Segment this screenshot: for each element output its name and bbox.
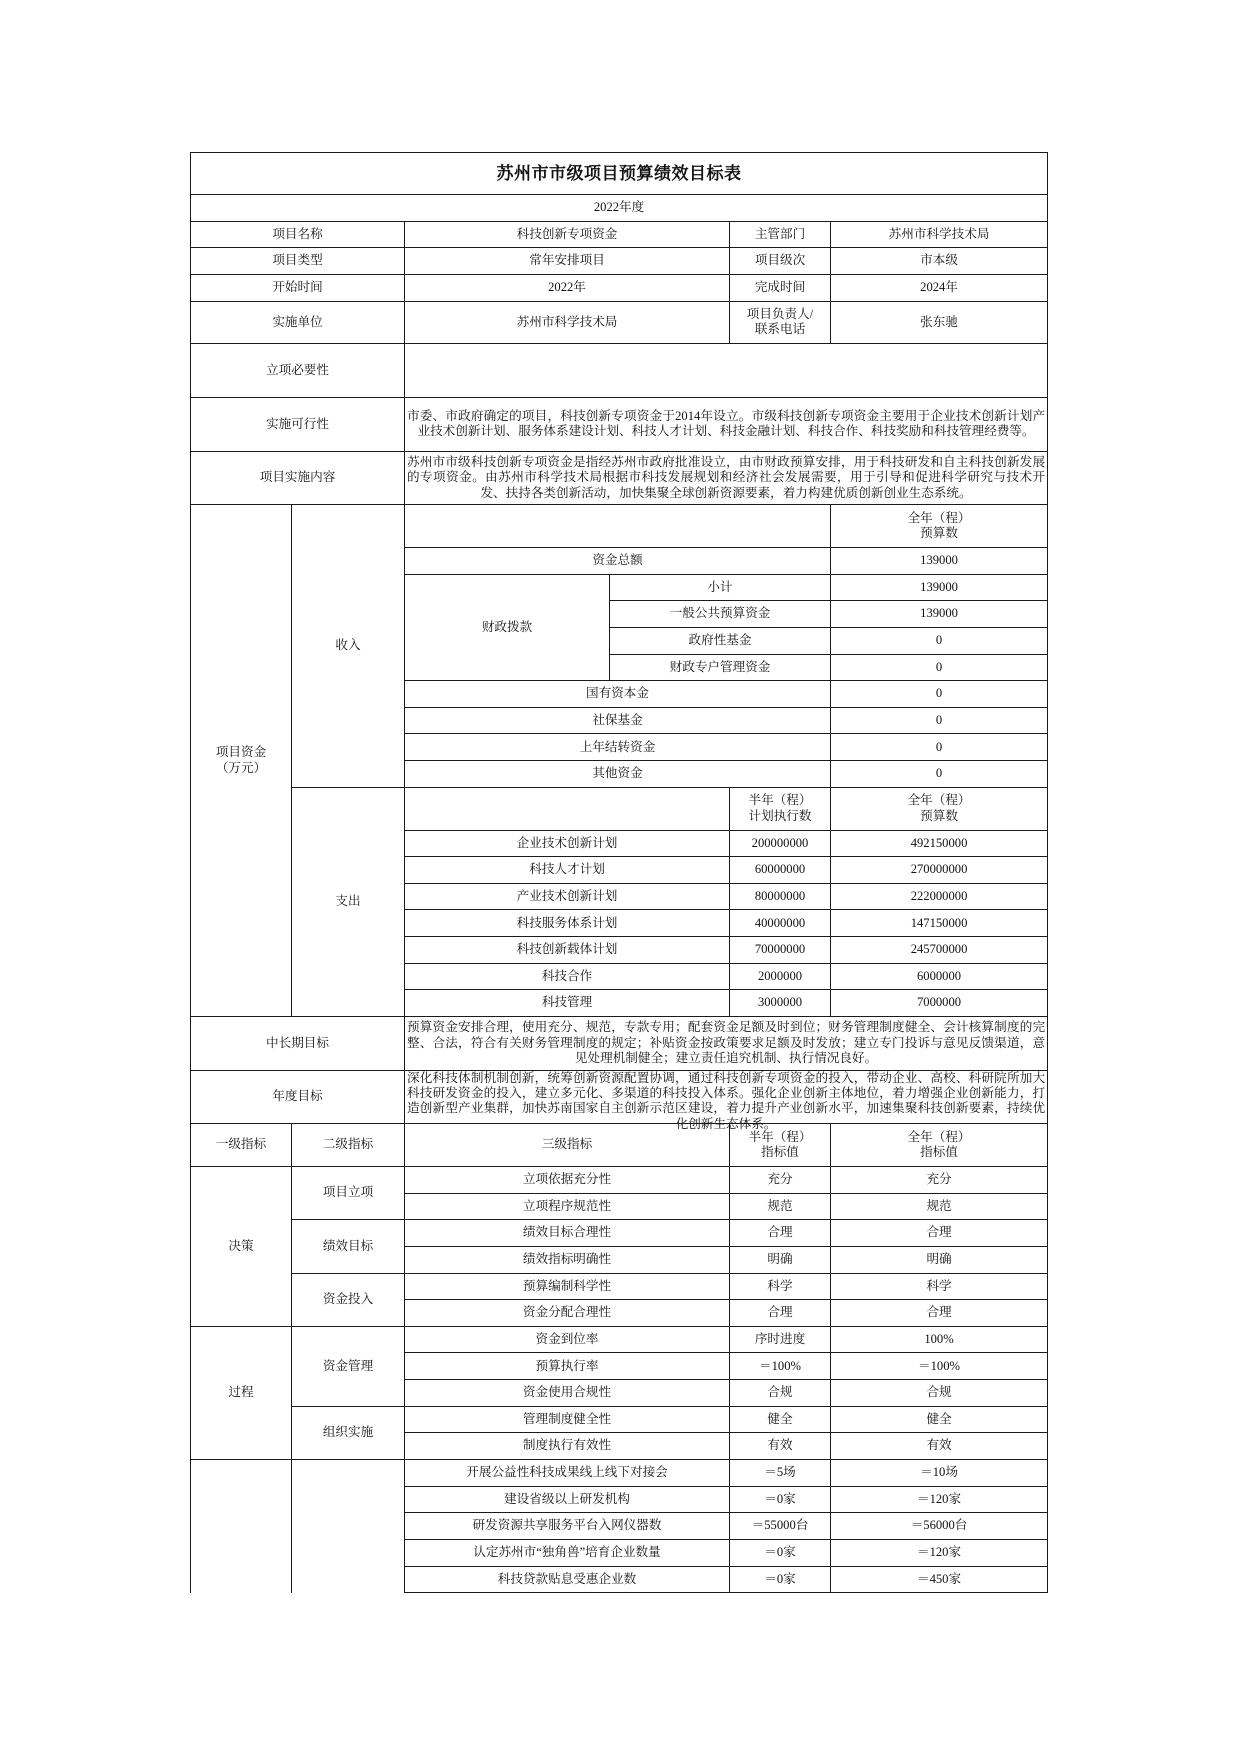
indicator-header-half-year: 半年（程） 指标值	[730, 1124, 831, 1167]
long-term-goal-label: 中长期目标	[191, 1016, 405, 1070]
necessity-cell	[405, 344, 1048, 398]
income-header-full-year: 全年（程） 预算数	[831, 505, 1048, 548]
indicator-half-year: 合规	[730, 1380, 831, 1407]
indicator-name: 研发资源共享服务平台入网仪器数	[405, 1513, 730, 1540]
project-name-value: 科技创新专项资金	[405, 221, 730, 248]
fiscal-item-value: 0	[831, 627, 1048, 654]
indicator-name: 科技贷款贴息受惠企业数	[405, 1566, 730, 1593]
expenditure-item-half-year: 200000000	[730, 830, 831, 857]
expenditure-item-label: 科技服务体系计划	[405, 910, 730, 937]
content-text: 苏州市市级科技创新专项资金是指经苏州市政府批准设立，由市财政预算安排，用于科技研发和自主科技创新发展的专项资金。由苏州市科学技术局根据市科技发展规划和经济社会发展需要，用于引导和促进科学研究与技术开发、扶持各类创新活动，加快集聚全球创新资源要素，着力构建优质创新创业生态系统。	[407, 454, 1046, 500]
unit-value: 苏州市科学技术局	[405, 301, 730, 344]
indicator-name: 认定苏州市“独角兽”培育企业数量	[405, 1539, 730, 1566]
indicator-name: 资金分配合理性	[405, 1300, 730, 1327]
indicator-full-year: ＝450家	[831, 1566, 1048, 1593]
expenditure-item-label: 科技创新载体计划	[405, 937, 730, 964]
fiscal-item-value: 0	[831, 654, 1048, 681]
table-title: 苏州市市级项目预算绩效目标表	[191, 153, 1048, 195]
indicator-half-year: 合理	[730, 1300, 831, 1327]
indicator-full-year: 有效	[831, 1433, 1048, 1460]
funds-label: 项目资金 （万元）	[191, 505, 292, 1017]
necessity-label: 立项必要性	[191, 344, 405, 398]
expenditure-item-full-year: 6000000	[831, 963, 1048, 990]
expenditure-header-full-year: 全年（程） 预算数	[831, 787, 1048, 830]
indicator-name: 管理制度健全性	[405, 1406, 730, 1433]
indicator-name: 开展公益性科技成果线上线下对接会	[405, 1460, 730, 1487]
indicator-name: 资金使用合规性	[405, 1380, 730, 1407]
expenditure-item-half-year: 80000000	[730, 883, 831, 910]
other-income-value: 0	[831, 681, 1048, 708]
indicator-half-year: 充分	[730, 1166, 831, 1193]
indicator-half-year: 科学	[730, 1273, 831, 1300]
expenditure-header-half-year: 半年（程） 计划执行数	[730, 787, 831, 830]
indicator-full-year: ＝100%	[831, 1353, 1048, 1380]
expenditure-item-full-year: 222000000	[831, 883, 1048, 910]
income-total-label: 资金总额	[405, 547, 831, 574]
indicator-full-year: 100%	[831, 1326, 1048, 1353]
indicator-header-level1: 一级指标	[191, 1124, 292, 1167]
indicator-level1: 决策	[191, 1166, 292, 1326]
indicator-half-year: 有效	[730, 1433, 831, 1460]
indicator-half-year: 合理	[730, 1220, 831, 1247]
expenditure-item-half-year: 70000000	[730, 937, 831, 964]
expenditure-item-half-year: 60000000	[730, 857, 831, 884]
indicator-full-year: 规范	[831, 1193, 1048, 1220]
end-time-value: 2024年	[831, 274, 1048, 301]
fiscal-item-label: 一般公共预算资金	[610, 601, 831, 628]
indicator-level1: 过程	[191, 1326, 292, 1459]
indicator-half-year: 明确	[730, 1246, 831, 1273]
project-type-value: 常年安排项目	[405, 248, 730, 275]
indicator-name: 制度执行有效性	[405, 1433, 730, 1460]
other-income-label: 社保基金	[405, 707, 831, 734]
expenditure-item-label: 产业技术创新计划	[405, 883, 730, 910]
income-header-blank	[405, 505, 831, 548]
indicator-full-year: 合理	[831, 1300, 1048, 1327]
indicator-half-year: 序时进度	[730, 1326, 831, 1353]
indicator-full-year: 充分	[831, 1166, 1048, 1193]
other-income-label: 其他资金	[405, 761, 831, 788]
department-label: 主管部门	[730, 221, 831, 248]
feasibility-cell	[405, 397, 1048, 451]
expenditure-item-label: 科技人才计划	[405, 857, 730, 884]
other-income-value: 0	[831, 734, 1048, 761]
project-level-value: 市本级	[831, 248, 1048, 275]
indicator-header-level3: 三级指标	[405, 1124, 730, 1167]
fiscal-item-label: 小计	[610, 574, 831, 601]
expenditure-item-half-year: 3000000	[730, 990, 831, 1017]
expenditure-item-full-year: 7000000	[831, 990, 1048, 1017]
indicator-level2: 资金管理	[292, 1326, 405, 1406]
feasibility-label: 实施可行性	[191, 397, 405, 451]
indicator-level2: 组织实施	[292, 1406, 405, 1459]
income-total-value: 139000	[831, 547, 1048, 574]
long-term-goal-cell	[405, 1016, 1048, 1070]
other-income-label: 国有资本金	[405, 681, 831, 708]
indicator-half-year: ＝0家	[730, 1566, 831, 1593]
feasibility-text: 市委、市政府确定的项目，科技创新专项资金于2014年设立。市级科技创新专项资金主要用于企业技术创新计划产业技术创新计划、服务体系建设计划、科技人才计划、科技金融计划、科技合作、科技奖励和科技管理经费等。	[407, 408, 1046, 439]
annual-goal-cell	[405, 1070, 1048, 1131]
expenditure-item-full-year: 492150000	[831, 830, 1048, 857]
contact-label: 项目负责人/ 联系电话	[730, 301, 831, 344]
expenditure-item-half-year: 2000000	[730, 963, 831, 990]
fiscal-label: 财政拨款	[405, 574, 610, 681]
indicator-full-year: 明确	[831, 1246, 1048, 1273]
indicator-full-year: ＝120家	[831, 1486, 1048, 1513]
indicator-full-year: 科学	[831, 1273, 1048, 1300]
indicator-name: 绩效指标明确性	[405, 1246, 730, 1273]
expenditure-item-full-year: 147150000	[831, 910, 1048, 937]
department-value: 苏州市科学技术局	[831, 221, 1048, 248]
indicator-name: 预算执行率	[405, 1353, 730, 1380]
indicator-half-year: ＝5场	[730, 1460, 831, 1487]
indicator-name: 立项程序规范性	[405, 1193, 730, 1220]
indicator-level2-continued	[292, 1460, 405, 1593]
unit-label: 实施单位	[191, 301, 405, 344]
expenditure-item-full-year: 245700000	[831, 937, 1048, 964]
fiscal-item-value: 139000	[831, 574, 1048, 601]
other-income-label: 上年结转资金	[405, 734, 831, 761]
end-time-label: 完成时间	[730, 274, 831, 301]
indicator-full-year: 合规	[831, 1380, 1048, 1407]
annual-goal-label: 年度目标	[191, 1070, 405, 1124]
expenditure-item-label: 科技合作	[405, 963, 730, 990]
project-type-label: 项目类型	[191, 248, 405, 275]
indicator-half-year: 规范	[730, 1193, 831, 1220]
indicator-half-year: ＝100%	[730, 1353, 831, 1380]
indicator-header-full-year: 全年（程） 指标值	[831, 1124, 1048, 1167]
income-label: 收入	[292, 505, 405, 788]
indicator-name: 绩效目标合理性	[405, 1220, 730, 1247]
other-income-value: 0	[831, 761, 1048, 788]
expenditure-item-label: 企业技术创新计划	[405, 830, 730, 857]
indicator-name: 预算编制科学性	[405, 1273, 730, 1300]
expenditure-label: 支出	[292, 787, 405, 1016]
contact-value: 张东驰	[831, 301, 1048, 344]
indicator-full-year: 健全	[831, 1406, 1048, 1433]
annual-goal-text: 深化科技体制机制创新，统筹创新资源配置协调，通过科技创新专项资金的投入，带动企业、高校、科研院所加大科技研发资金的投入，建立多元化、多渠道的科技投入体系。强化企业创新主体地位，着力增强企业创新能力，打造创新型产业集群，加快苏南国家自主创新示范区建设，着力提升产业创新水平，加速集聚科技创新要素，持续优化创新生态体系。	[407, 1070, 1046, 1131]
indicator-full-year: ＝56000台	[831, 1513, 1048, 1540]
indicator-half-year: 健全	[730, 1406, 831, 1433]
content-cell	[405, 451, 1048, 505]
indicator-half-year: ＝0家	[730, 1539, 831, 1566]
expenditure-item-label: 科技管理	[405, 990, 730, 1017]
fiscal-item-value: 139000	[831, 601, 1048, 628]
long-term-goal-text: 预算资金安排合理，使用充分、规范，专款专用；配套资金足额及时到位；财务管理制度健全、会计核算制度的完整、合法，符合有关财务管理制度的规定；补贴资金按政策要求足额及时发放；建立专门投诉与意见反馈渠道，意见处理机制健全；建立责任追究机制、执行情况良好。	[407, 1020, 1046, 1065]
indicator-full-year: ＝120家	[831, 1539, 1048, 1566]
indicator-full-year: 合理	[831, 1220, 1048, 1247]
performance-target-table	[190, 152, 1048, 1593]
project-level-label: 项目级次	[730, 248, 831, 275]
fiscal-year: 2022年度	[191, 195, 1048, 222]
indicator-level2: 资金投入	[292, 1273, 405, 1326]
indicator-name: 资金到位率	[405, 1326, 730, 1353]
expenditure-item-half-year: 40000000	[730, 910, 831, 937]
indicator-half-year: ＝55000台	[730, 1513, 831, 1540]
indicator-level2: 项目立项	[292, 1166, 405, 1219]
expenditure-item-full-year: 270000000	[831, 857, 1048, 884]
indicator-half-year: ＝0家	[730, 1486, 831, 1513]
fiscal-item-label: 财政专户管理资金	[610, 654, 831, 681]
indicator-level1-continued	[191, 1460, 292, 1593]
indicator-name: 立项依据充分性	[405, 1166, 730, 1193]
expenditure-header-blank	[405, 787, 730, 830]
content-label: 项目实施内容	[191, 451, 405, 505]
indicator-full-year: ＝10场	[831, 1460, 1048, 1487]
indicator-header-level2: 二级指标	[292, 1124, 405, 1167]
fiscal-item-label: 政府性基金	[610, 627, 831, 654]
other-income-value: 0	[831, 707, 1048, 734]
start-time-label: 开始时间	[191, 274, 405, 301]
project-name-label: 项目名称	[191, 221, 405, 248]
start-time-value: 2022年	[405, 274, 730, 301]
indicator-name: 建设省级以上研发机构	[405, 1486, 730, 1513]
indicator-level2: 绩效目标	[292, 1220, 405, 1273]
